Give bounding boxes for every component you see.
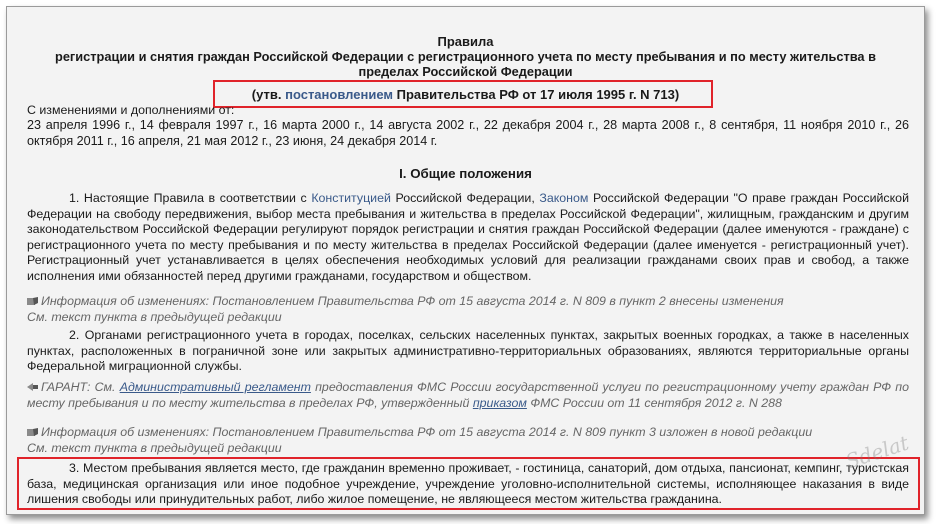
document-frame (6, 6, 925, 515)
doc-subtitle: регистрации и снятия граждан Российской Федерации с регистрационного учета по месту пребывания и по месту жительства в пределах Российской Федерации (55, 49, 876, 79)
previous-edition-link-2[interactable]: См. текст пункта в предыдущей редакции (27, 441, 282, 455)
paragraph-3-highlight-box (17, 457, 920, 510)
constitution-link[interactable]: Конституцией (311, 191, 391, 205)
watermark: Sdelat (842, 430, 912, 474)
admin-regulation-link[interactable]: Административный регламент (119, 380, 311, 394)
amendments-dates: 23 апреля 1996 г., 14 февраля 1997 г., 16 марта 2000 г., 14 августа 2002 г., 22 декабря 2004 г., 28 марта 2008 г., 8 сентября, 11 ноября 2010 г., 26 октября 2011 г., 16 апреля, 21 мая 2012 г., 23 июня, 24 декабря 2014 г. (27, 118, 909, 148)
doc-title: Правила (437, 34, 494, 49)
approval-link[interactable]: постановлением (285, 87, 393, 102)
approval-prefix: (утв. (251, 87, 286, 102)
section-heading: I. Общие положения (399, 166, 532, 181)
note-icon (27, 295, 38, 304)
law-link[interactable]: Законом (539, 191, 589, 205)
change-note-1: Информация об изменениях: Постановлением Правительства РФ от 15 августа 2014 г. N 809 в пункт 2 внесены изменения (27, 294, 909, 310)
garant-icon (27, 381, 38, 390)
order-link[interactable]: приказом (472, 395, 527, 410)
approval-suffix: Правительства РФ от 17 июля 1995 г. N 713) (393, 87, 680, 102)
paragraph-2: 2. Органами регистрационного учета в городах, поселках, сельских населенных пунктах, закрытых военных городках, а также в населенных пунктах, расположенных в пограничной зоне или закрытых административно-территориальных образованиях, являются территориальные органы Федеральной миграционной службы. (27, 328, 909, 373)
document-body (7, 7, 924, 514)
paragraph-1: 1. Настоящие Правила в соответствии с Конституцией Российской Федерации, Законом Российской Федерации "О праве граждан Российской Федерации на свободу передвижения, выбор места пребывания и жительства в пределах Российской Федерации", жилищным, гражданским и другим законодательством Российской Федерации регулируют порядок регистрации и снятия граждан Российской Федерации (далее именуются - граждане) с регистрационного учета по месту пребывания и по месту жительства в пределах Российской Федерации (далее именуется - регистрационный учет). Регистрационный учет устанавливается в целях обеспечения необходимых условий для реализации гражданами своих прав и свобод, а также исполнения ими обязанностей перед другими гражданами, государством и обществом. (27, 191, 909, 283)
garant-note: ГАРАНТ: См. Административный регламент предоставления ФМС России государственной услуги по регистрационному учету граждан РФ по месту пребывания и по месту жительства в пределах РФ, утвержденный приказом ФМС России от 11 сентября 2012 г. N 288 (27, 380, 909, 410)
change-note-2: Информация об изменениях: Постановлением Правительства РФ от 15 августа 2014 г. N 809 пункт 3 изложен в новой редакции (27, 425, 909, 441)
paragraph-3: 3. Местом пребывания является место, где гражданин временно проживает, - гостиница, санаторий, дом отдыха, пансионат, кемпинг, туристская база, медицинская организация или иное подобное учреждение, учреждение уголовно-исполнительной системы, исполняющее наказания в виде лишения свободы или принудительных работ, либо жилое помещение, не являющееся местом жительства гражданина. (27, 461, 909, 506)
amendments-label: С изменениями и дополнениями от: (27, 103, 235, 117)
previous-edition-link-1[interactable]: См. текст пункта в предыдущей редакции (27, 310, 282, 324)
note-icon (27, 426, 38, 435)
